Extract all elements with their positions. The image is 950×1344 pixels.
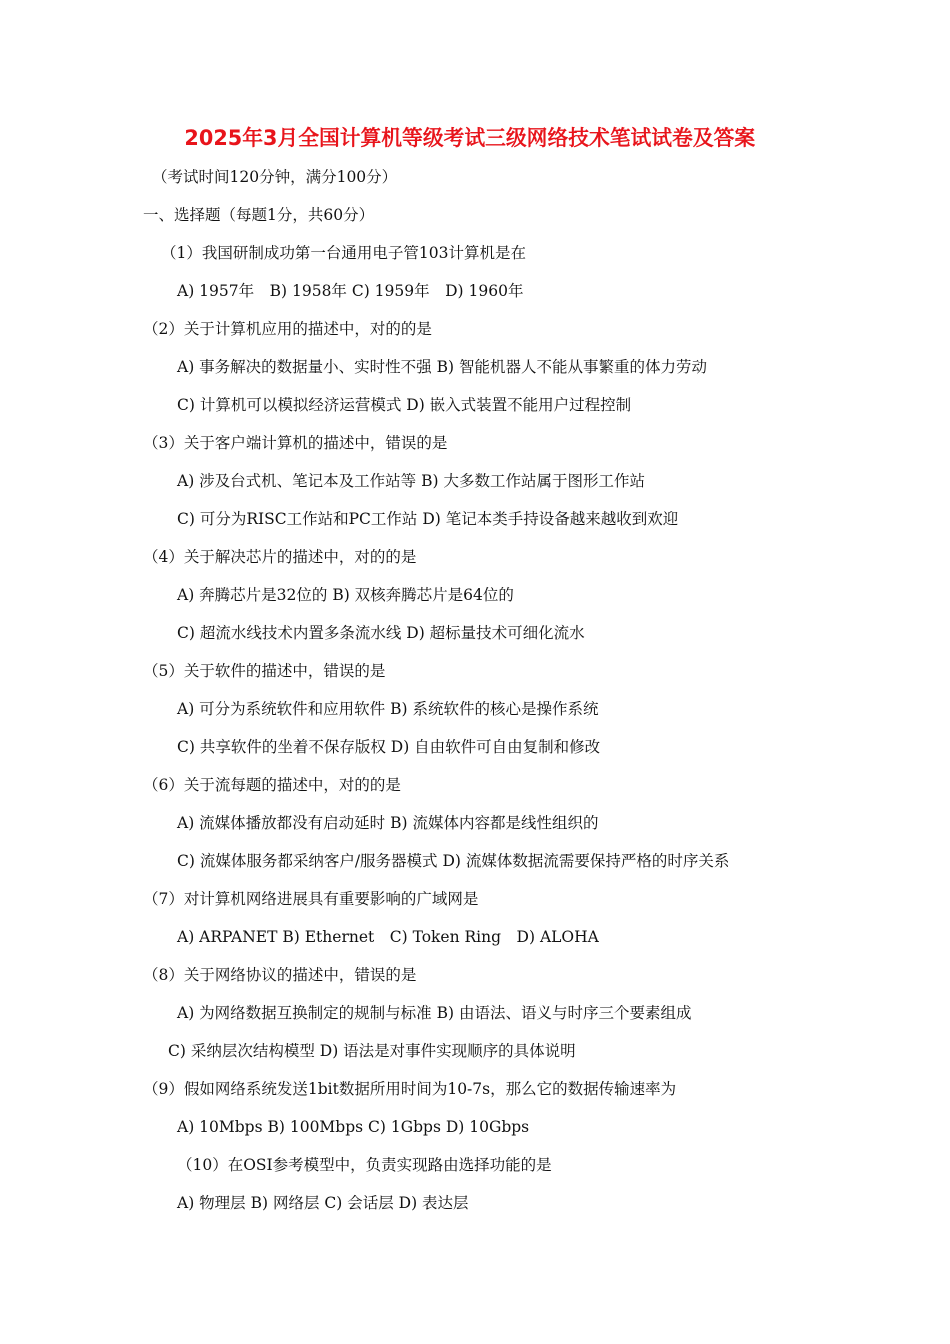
question-options: C) 采纳层次结构模型 D) 语法是对事件实现顺序的具体说明 bbox=[168, 1042, 576, 1060]
question-stem: （8）关于网络协议的描述中，错误的是 bbox=[143, 966, 417, 984]
question-options: A) 涉及台式机、笔记本及工作站等 B) 大多数工作站属于图形工作站 bbox=[177, 472, 645, 490]
question-stem: （1）我国研制成功第一台通用电子管103计算机是在 bbox=[161, 244, 526, 262]
question-options: A) 物理层 B) 网络层 C) 会话层 D) 表达层 bbox=[177, 1194, 469, 1212]
question-stem: （10）在OSI参考模型中，负责实现路由选择功能的是 bbox=[177, 1156, 552, 1174]
question-options: C) 流媒体服务都采纳客户/服务器模式 D) 流媒体数据流需要保持严格的时序关系 bbox=[177, 852, 730, 870]
question-stem: （3）关于客户端计算机的描述中，错误的是 bbox=[143, 434, 448, 452]
question-options: A) 流媒体播放都没有启动延时 B) 流媒体内容都是线性组织的 bbox=[177, 814, 599, 832]
question-options: C) 可分为RISC工作站和PC工作站 D) 笔记本类手持设备越来越收到欢迎 bbox=[177, 510, 679, 528]
question-options: A) 可分为系统软件和应用软件 B) 系统软件的核心是操作系统 bbox=[177, 700, 599, 718]
question-options: A) 10Mbps B) 100Mbps C) 1Gbps D) 10Gbps bbox=[177, 1118, 530, 1136]
document-title: 2025年3月全国计算机等级考试三级网络技术笔试试卷及答案 bbox=[184, 126, 756, 150]
question-options: C) 计算机可以模拟经济运营模式 D) 嵌入式装置不能用户过程控制 bbox=[177, 396, 632, 414]
question-stem: （5）关于软件的描述中，错误的是 bbox=[143, 662, 386, 680]
question-options: A) 奔腾芯片是32位的 B) 双核奔腾芯片是64位的 bbox=[177, 586, 514, 604]
question-options: C) 超流水线技术内置多条流水线 D) 超标量技术可细化流水 bbox=[177, 624, 585, 642]
question-stem: （6）关于流每题的描述中，对的的是 bbox=[143, 776, 401, 794]
exam-info: （考试时间120分钟，满分100分） bbox=[152, 168, 398, 186]
question-stem: （2）关于计算机应用的描述中，对的的是 bbox=[143, 320, 432, 338]
question-options: A) ARPANET B) Ethernet C) Token Ring D) ALOHA bbox=[177, 928, 599, 946]
question-options: A) 事务解决的数据量小、实时性不强 B) 智能机器人不能从事繁重的体力劳动 bbox=[177, 358, 707, 376]
question-stem: （9）假如网络系统发送1bit数据所用时间为10-7s，那么它的数据传输速率为 bbox=[143, 1080, 677, 1098]
question-options: C) 共享软件的坐着不保存版权 D) 自由软件可自由复制和修改 bbox=[177, 738, 601, 756]
question-stem: （4）关于解决芯片的描述中，对的的是 bbox=[143, 548, 417, 566]
question-options: A) 1957年 B) 1958年 C) 1959年 D) 1960年 bbox=[177, 282, 524, 300]
section-heading: 一、选择题（每题1分，共60分） bbox=[143, 206, 375, 224]
question-options: A) 为网络数据互换制定的规制与标准 B) 由语法、语义与时序三个要素组成 bbox=[177, 1004, 692, 1022]
question-stem: （7）对计算机网络进展具有重要影响的广域网是 bbox=[143, 890, 479, 908]
